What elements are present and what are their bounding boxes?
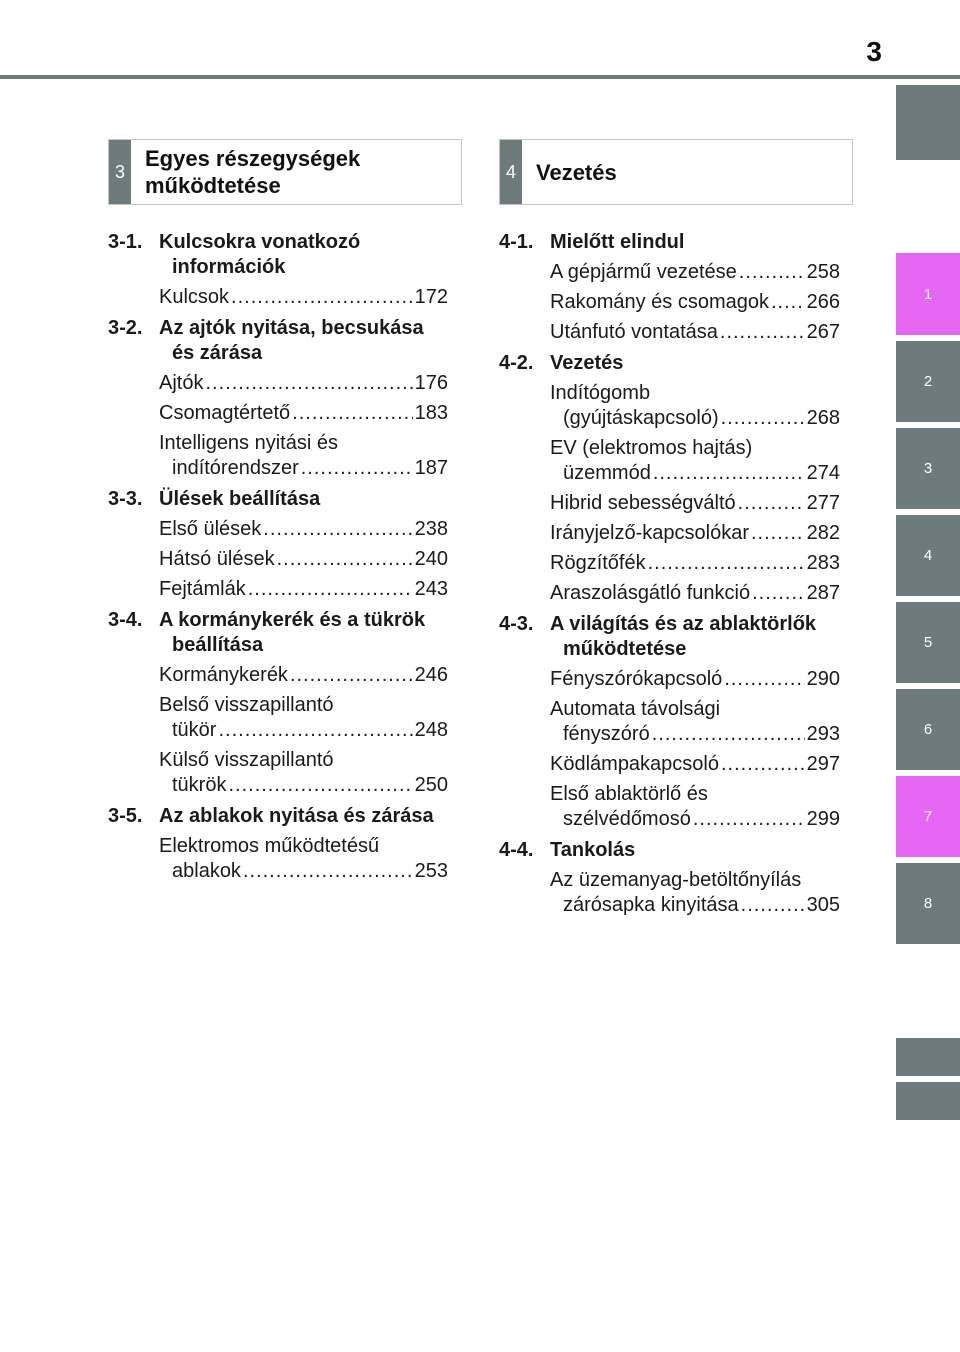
toc-entry[interactable]: [499, 436, 840, 486]
toc-entry-text: zárósapka kinyitása: [563, 894, 739, 916]
toc-entry[interactable]: [108, 431, 448, 481]
subsection-number: 3-3.: [108, 488, 143, 510]
chapter-tab-5[interactable]: 5: [896, 602, 960, 683]
chapter-tab-8[interactable]: 8: [896, 863, 960, 944]
chapter-tab-4[interactable]: 4: [896, 515, 960, 596]
dot-leader: [751, 521, 805, 546]
toc-entry-text: Első ablaktörlő és: [550, 783, 708, 805]
toc-entry-text: A gépjármű vezetése: [550, 261, 737, 283]
toc-entry-text: Intelligens nyitási és: [159, 432, 338, 454]
toc-page-number: 176: [414, 372, 448, 394]
toc-entry-text: Ajtók: [159, 372, 204, 394]
toc-entry[interactable]: [108, 401, 448, 426]
toc-entry[interactable]: [108, 748, 448, 798]
toc-entry[interactable]: [108, 834, 448, 884]
section-number: 3: [109, 140, 131, 204]
toc-page-number: 172: [414, 286, 448, 308]
dot-leader: [292, 401, 412, 426]
dot-leader: [739, 260, 805, 285]
subsection-number: 3-5.: [108, 805, 143, 827]
toc-entry[interactable]: [499, 381, 840, 431]
toc-entry-text: Fejtámlák: [159, 578, 246, 600]
dot-leader: [218, 718, 412, 743]
subsection-title: Tankolás: [550, 839, 636, 861]
toc-subsection-heading: [108, 230, 448, 280]
toc-subsection-heading: [108, 487, 448, 512]
dot-leader: [263, 517, 412, 542]
toc-entry-text: Utánfutó vontatása: [550, 321, 718, 343]
toc-page-number: 282: [806, 522, 840, 544]
toc-entry-text: tükrök: [172, 774, 227, 796]
toc-page-number: 266: [806, 291, 840, 313]
subsection-title: Mielőtt elindul: [550, 231, 685, 253]
dot-leader: [724, 667, 804, 692]
toc-entry-text: Első ülések: [159, 518, 262, 540]
toc-entry[interactable]: [108, 517, 448, 542]
toc-entry[interactable]: [108, 577, 448, 602]
toc-entry-text: tükör: [172, 719, 217, 741]
toc-page-number: 277: [806, 492, 840, 514]
section-title: Egyes részegységek működtetése: [145, 146, 361, 198]
subsection-number: 4-1.: [499, 231, 534, 253]
dot-leader: [301, 456, 413, 481]
toc-entry-text: (gyújtáskapcsoló): [563, 407, 719, 429]
top-rule: [0, 75, 960, 79]
toc-entry-text: Rakomány és csomagok: [550, 291, 769, 313]
toc-entry-text: szélvédőmosó: [563, 808, 691, 830]
subsection-title: Kulcsokra vonatkozó információk: [159, 231, 361, 278]
dot-leader: [653, 461, 805, 486]
toc-entry[interactable]: [108, 663, 448, 688]
toc-subsection-heading: [499, 612, 840, 662]
dot-leader: [231, 285, 413, 310]
dot-leader: [720, 320, 805, 345]
toc-entry-text: Belső visszapillantó: [159, 694, 334, 716]
dot-leader: [752, 581, 805, 606]
toc-entry-text: Irányjelző-kapcsolókar: [550, 522, 749, 544]
toc-page-number: 250: [414, 774, 448, 796]
chapter-tab-6[interactable]: 6: [896, 689, 960, 770]
chapter-tab-blank[interactable]: [896, 1038, 960, 1076]
toc-entry[interactable]: [108, 285, 448, 310]
toc-page-number: 253: [414, 860, 448, 882]
toc-entry[interactable]: [499, 752, 840, 777]
toc-entry-text: indítórendszer: [172, 457, 299, 479]
subsection-number: 4-2.: [499, 352, 534, 374]
toc-page-number: 267: [806, 321, 840, 343]
subsection-title: A kormánykerék és a tükrök beállítása: [159, 609, 426, 656]
dot-leader: [738, 491, 805, 516]
dot-leader: [248, 577, 413, 602]
toc-entry-text: üzemmód: [563, 462, 651, 484]
toc-page-number: 287: [806, 582, 840, 604]
subsection-number: 3-1.: [108, 231, 143, 253]
toc-entry-text: Automata távolsági: [550, 698, 721, 720]
section-header-right: [499, 139, 853, 205]
toc-entry[interactable]: [499, 491, 840, 516]
toc-entry-text: fényszóró: [563, 723, 650, 745]
toc-entry-text: Rögzítőfék: [550, 552, 646, 574]
toc-page-number: 299: [806, 808, 840, 830]
dot-leader: [228, 773, 412, 798]
section-number: 4: [500, 140, 522, 204]
toc-page-number: 293: [806, 723, 840, 745]
toc-entry-text: EV (elektromos hajtás): [550, 437, 753, 459]
subsection-number: 3-2.: [108, 317, 143, 339]
toc-entry[interactable]: [499, 521, 840, 546]
page-number: 3: [866, 36, 882, 67]
toc-page-number: 268: [806, 407, 840, 429]
toc-page-number: 274: [806, 462, 840, 484]
toc-entry[interactable]: [499, 260, 840, 285]
toc-entry[interactable]: [499, 782, 840, 832]
section-title: Vezetés: [536, 159, 617, 185]
toc-subsection-heading: [108, 316, 448, 366]
dot-leader: [693, 807, 805, 832]
toc-subsection-heading: [108, 804, 448, 829]
toc-subsection-heading: [499, 230, 840, 255]
chapter-tab-2[interactable]: 2: [896, 341, 960, 422]
dot-leader: [648, 551, 805, 576]
toc-entry[interactable]: [108, 371, 448, 396]
toc-entry-text: Kulcsok: [159, 286, 230, 308]
toc-entry-text: Kormánykerék: [159, 664, 288, 686]
toc-page-number: 305: [806, 894, 840, 916]
subsection-number: 3-4.: [108, 609, 143, 631]
toc-page-number: 240: [414, 548, 448, 570]
dot-leader: [741, 893, 805, 918]
toc-entry-text: Külső visszapillantó: [159, 749, 334, 771]
chapter-tab-7[interactable]: 7: [896, 776, 960, 857]
dot-leader: [205, 371, 412, 396]
toc-subsection-heading: [499, 838, 840, 863]
toc-subsection-heading: [108, 608, 448, 658]
subsection-number: 4-4.: [499, 839, 534, 861]
chapter-tab-blank[interactable]: [896, 1082, 960, 1120]
section-header-left: [108, 139, 462, 205]
toc-entry-text: Fényszórókapcsoló: [550, 668, 723, 690]
toc-entry[interactable]: [499, 551, 840, 576]
dot-leader: [277, 547, 413, 572]
dot-leader: [721, 406, 805, 431]
toc-page-number: 183: [414, 402, 448, 424]
dot-leader: [290, 663, 413, 688]
subsection-title: A világítás és az ablaktörlők működtetése: [550, 613, 817, 660]
toc-page-number: 243: [414, 578, 448, 600]
toc-entry[interactable]: [499, 320, 840, 345]
toc-page-number: 238: [414, 518, 448, 540]
toc-page-number: 187: [414, 457, 448, 479]
toc-right: [499, 224, 840, 918]
dot-leader: [721, 752, 805, 777]
toc-entry-text: Az üzemanyag-betöltőnyílás: [550, 869, 802, 891]
toc-entry-text: Araszolásgátló funkció: [550, 582, 751, 604]
toc-page-number: 290: [806, 668, 840, 690]
toc-page-number: 248: [414, 719, 448, 741]
subsection-title: Ülések beállítása: [159, 488, 321, 510]
toc-entry-text: Indítógomb: [550, 382, 651, 404]
chapter-tab-1[interactable]: 1: [896, 253, 960, 335]
dot-leader: [771, 290, 805, 315]
dot-leader: [652, 722, 805, 747]
toc-page-number: 283: [806, 552, 840, 574]
subsection-title: Az ablakok nyitása és zárása: [159, 805, 434, 827]
toc-entry[interactable]: [499, 697, 840, 747]
subsection-title: Az ajtók nyitása, becsukása és zárása: [159, 317, 424, 364]
toc-entry-text: Ködlámpakapcsoló: [550, 753, 719, 775]
toc-entry[interactable]: [108, 547, 448, 572]
toc-entry-text: Hibrid sebességváltó: [550, 492, 736, 514]
toc-entry[interactable]: [499, 667, 840, 692]
toc-page-number: 246: [414, 664, 448, 686]
subsection-title: Vezetés: [550, 352, 624, 374]
subsection-number: 4-3.: [499, 613, 534, 635]
toc-entry[interactable]: [499, 868, 840, 918]
chapter-tab-3[interactable]: 3: [896, 428, 960, 509]
toc-entry-text: Hátsó ülések: [159, 548, 275, 570]
toc-left: [108, 224, 448, 884]
toc-page-number: 297: [806, 753, 840, 775]
chapter-tab-blank[interactable]: [896, 85, 960, 160]
toc-subsection-heading: [499, 351, 840, 376]
toc-entry-text: ablakok: [172, 860, 241, 882]
toc-entry[interactable]: [499, 290, 840, 315]
toc-entry[interactable]: [499, 581, 840, 606]
toc-entry-text: Csomagtértető: [159, 402, 291, 424]
dot-leader: [243, 859, 413, 884]
toc-page-number: 258: [806, 261, 840, 283]
toc-entry[interactable]: [108, 693, 448, 743]
toc-entry-text: Elektromos működtetésű: [159, 835, 380, 857]
